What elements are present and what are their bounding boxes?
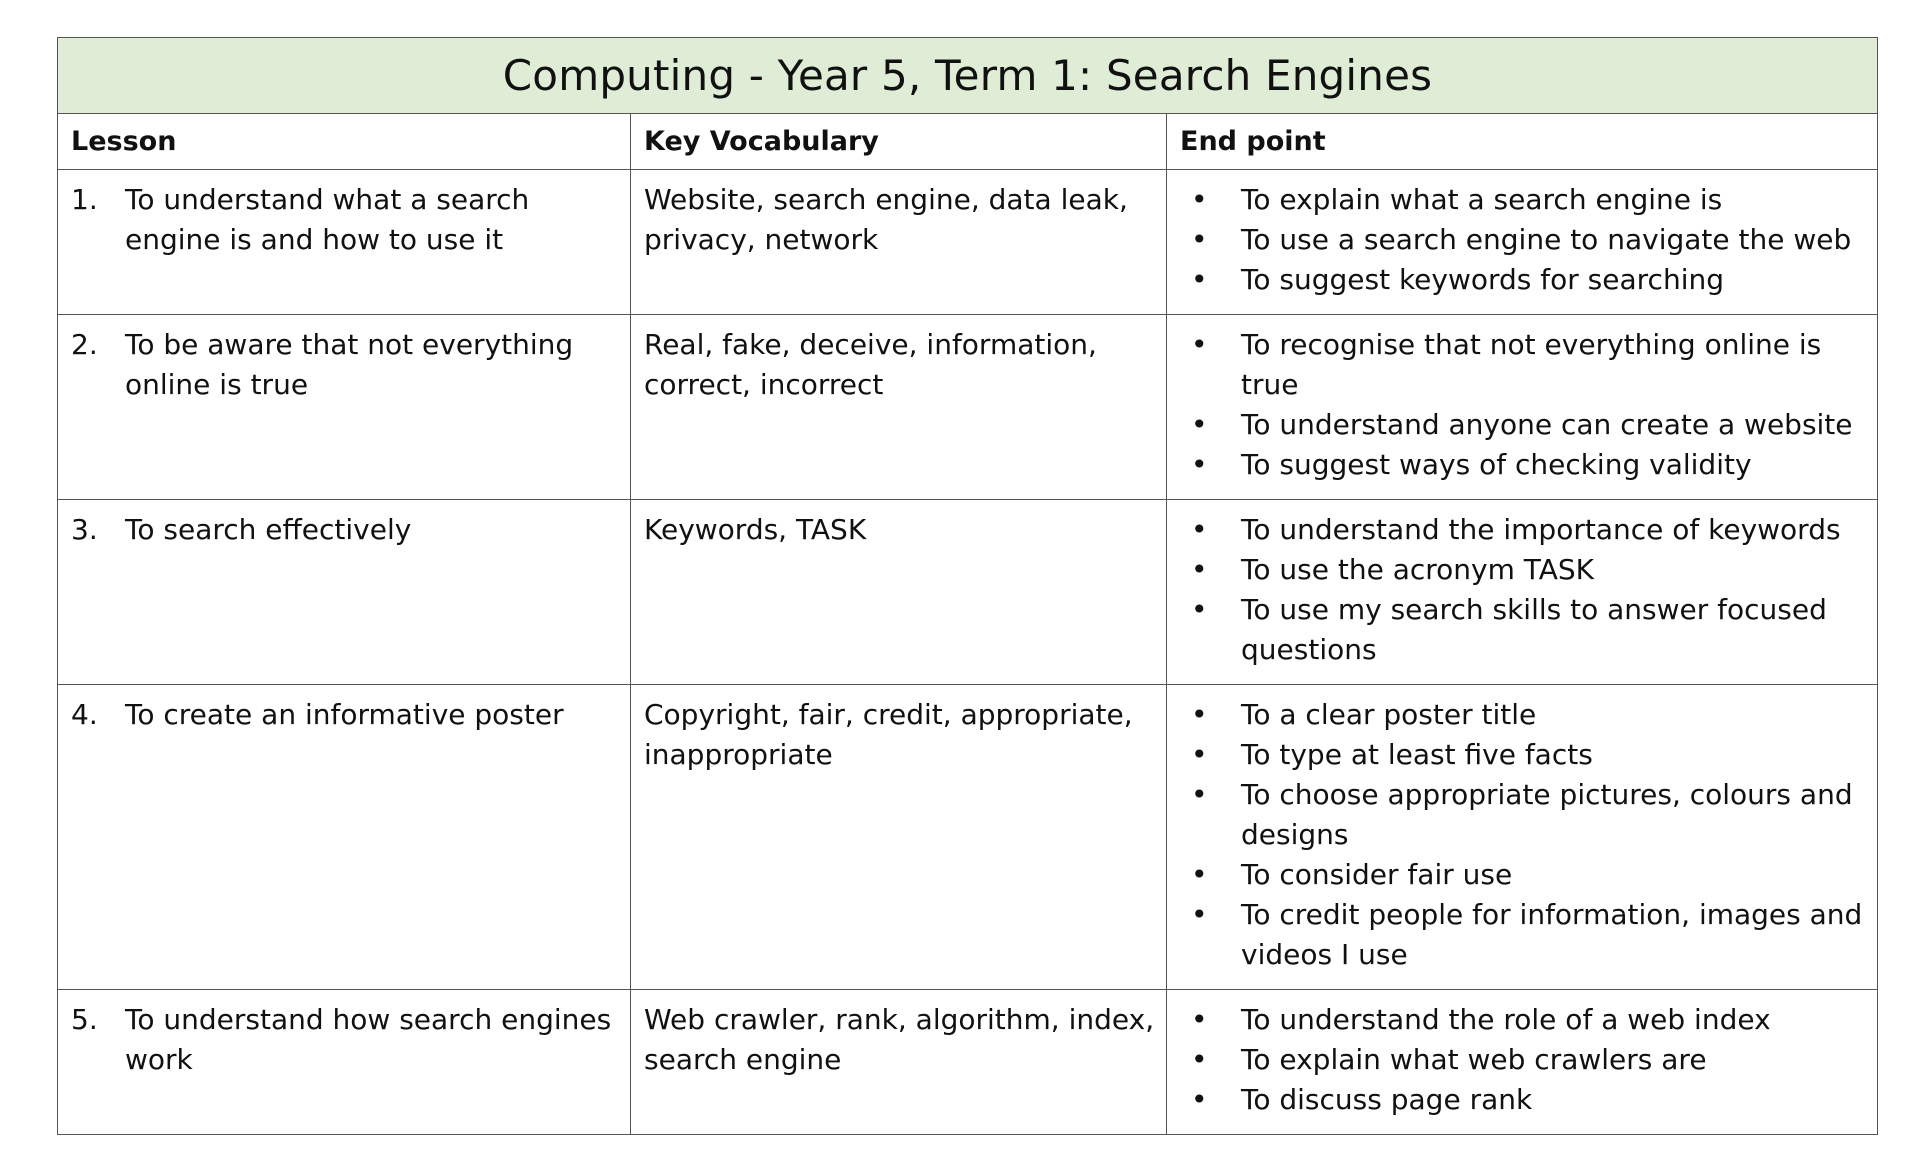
end-point-text: To credit people for information, images and videos I use	[1241, 898, 1863, 971]
lesson-number: 3.	[71, 513, 98, 546]
list-item	[1191, 405, 1867, 445]
list-item	[1191, 220, 1867, 260]
list-item	[1191, 260, 1867, 300]
bullet-icon: •	[1191, 1083, 1208, 1116]
bullet-icon: •	[1191, 448, 1208, 481]
end-point-text: To a clear poster title	[1241, 698, 1537, 731]
lesson-number: 5.	[71, 1003, 98, 1036]
bullet-icon: •	[1191, 263, 1208, 296]
lesson-cell	[58, 500, 631, 685]
end-point-text: To explain what a search engine is	[1241, 183, 1723, 216]
list-item	[1191, 1000, 1867, 1040]
end-point-text: To consider fair use	[1241, 858, 1513, 891]
list-item	[1191, 325, 1867, 405]
lesson-cell	[58, 685, 631, 990]
lesson-text: To understand how search engines work	[125, 1003, 612, 1076]
list-item	[1191, 855, 1867, 895]
end-point-cell	[1167, 990, 1878, 1135]
bullet-icon: •	[1191, 698, 1208, 731]
lesson-cell	[58, 170, 631, 315]
end-point-list	[1191, 1000, 1867, 1120]
table-row	[58, 315, 1878, 500]
bullet-icon: •	[1191, 553, 1208, 586]
end-point-list	[1191, 325, 1867, 485]
lesson-number: 1.	[71, 183, 98, 216]
list-item	[1191, 590, 1867, 670]
bullet-icon: •	[1191, 223, 1208, 256]
vocabulary-cell: Web crawler, rank, algorithm, index, search engine	[631, 990, 1167, 1135]
end-point-cell	[1167, 315, 1878, 500]
end-point-text: To type at least five facts	[1241, 738, 1593, 771]
table-row	[58, 990, 1878, 1135]
lesson-text: To understand what a search engine is and how to use it	[125, 183, 530, 256]
end-point-text: To use the acronym TASK	[1241, 553, 1594, 586]
list-item	[1191, 895, 1867, 975]
bullet-icon: •	[1191, 513, 1208, 546]
bullet-icon: •	[1191, 858, 1208, 891]
list-item	[1191, 735, 1867, 775]
title-row	[58, 38, 1878, 114]
end-point-text: To understand the role of a web index	[1241, 1003, 1771, 1036]
vocabulary-cell: Keywords, TASK	[631, 500, 1167, 685]
bullet-icon: •	[1191, 328, 1208, 361]
end-point-list	[1191, 180, 1867, 300]
lesson-header: Lesson	[58, 114, 631, 170]
vocabulary-cell: Website, search engine, data leak, privacy, network	[631, 170, 1167, 315]
end-point-text: To choose appropriate pictures, colours and designs	[1241, 778, 1853, 851]
bullet-icon: •	[1191, 183, 1208, 216]
list-item	[1191, 550, 1867, 590]
bullet-icon: •	[1191, 898, 1208, 931]
bullet-icon: •	[1191, 1043, 1208, 1076]
lesson-cell	[58, 990, 631, 1135]
end-point-text: To recognise that not everything online is true	[1241, 328, 1822, 401]
end-point-cell	[1167, 685, 1878, 990]
vocabulary-header: Key Vocabulary	[631, 114, 1167, 170]
end-point-list	[1191, 510, 1867, 670]
header-row	[58, 114, 1878, 170]
bullet-icon: •	[1191, 408, 1208, 441]
lesson-text: To search effectively	[125, 513, 412, 546]
vocabulary-cell: Real, fake, deceive, information, correct, incorrect	[631, 315, 1167, 500]
page-title: Computing - Year 5, Term 1: Search Engines	[58, 38, 1878, 114]
vocabulary-cell: Copyright, fair, credit, appropriate, inappropriate	[631, 685, 1167, 990]
table-row	[58, 170, 1878, 315]
list-item	[1191, 180, 1867, 220]
curriculum-table	[57, 37, 1878, 1135]
table-row	[58, 685, 1878, 990]
list-item	[1191, 510, 1867, 550]
end-point-list	[1191, 695, 1867, 975]
list-item	[1191, 775, 1867, 855]
lesson-cell	[58, 315, 631, 500]
list-item	[1191, 1080, 1867, 1120]
end-point-text: To suggest keywords for searching	[1241, 263, 1724, 296]
end-point-text: To suggest ways of checking validity	[1241, 448, 1752, 481]
lesson-number: 2.	[71, 328, 98, 361]
bullet-icon: •	[1191, 738, 1208, 771]
end-point-cell	[1167, 500, 1878, 685]
lesson-text: To create an informative poster	[125, 698, 564, 731]
end-point-text: To understand the importance of keywords	[1241, 513, 1841, 546]
list-item	[1191, 445, 1867, 485]
end-point-text: To understand anyone can create a website	[1241, 408, 1853, 441]
end-point-header: End point	[1167, 114, 1878, 170]
end-point-text: To discuss page rank	[1241, 1083, 1533, 1116]
lesson-number: 4.	[71, 698, 98, 731]
bullet-icon: •	[1191, 593, 1208, 626]
list-item	[1191, 1040, 1867, 1080]
lesson-text: To be aware that not everything online is true	[125, 328, 574, 401]
list-item	[1191, 695, 1867, 735]
end-point-text: To use a search engine to navigate the web	[1241, 223, 1852, 256]
end-point-text: To use my search skills to answer focused questions	[1241, 593, 1827, 666]
bullet-icon: •	[1191, 1003, 1208, 1036]
end-point-cell	[1167, 170, 1878, 315]
table-row	[58, 500, 1878, 685]
bullet-icon: •	[1191, 778, 1208, 811]
end-point-text: To explain what web crawlers are	[1241, 1043, 1707, 1076]
